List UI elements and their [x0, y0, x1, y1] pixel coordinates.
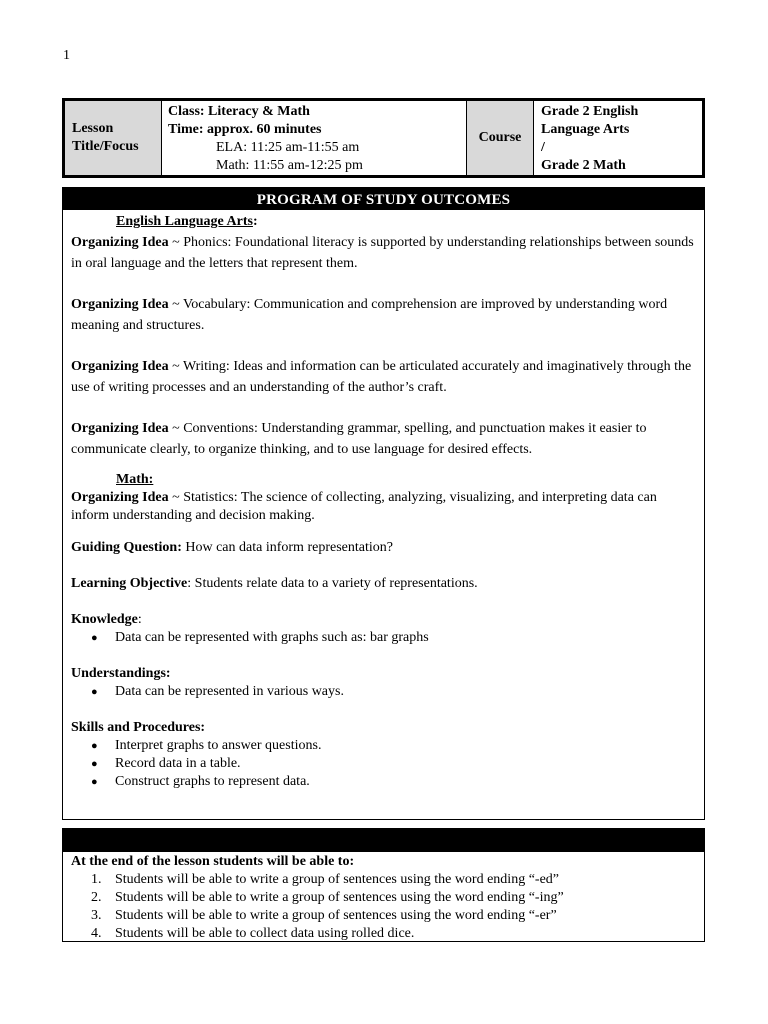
- skills-list: [71, 737, 696, 791]
- math-heading: Math:: [116, 472, 154, 487]
- time-line: Time: approx. 60 minutes: [168, 122, 322, 137]
- ela-idea-text: ~ Conventions: Understanding grammar, spelling, and punctuation makes it easier to communicate clearly, to organize thinking, and to use language for desired effects.: [71, 421, 647, 457]
- guiding-question: [71, 539, 696, 557]
- understandings-heading: Understandings:: [71, 666, 171, 681]
- list-item: [71, 907, 696, 925]
- objectives-list: [71, 871, 696, 943]
- knowledge-label: Knowledge: [71, 612, 138, 627]
- ela-heading-row: [71, 211, 696, 232]
- grade-line: Grade 2 English: [541, 104, 639, 119]
- objectives-title-bar: [63, 829, 704, 852]
- outcomes-title: PROGRAM OF STUDY OUTCOMES: [63, 188, 704, 210]
- ela-heading: English Language Arts: [116, 214, 253, 229]
- organizing-idea-label: Organizing Idea: [71, 297, 169, 312]
- list-item: ● Construct graphs to represent data.: [71, 773, 696, 791]
- grade-line: Language Arts: [541, 122, 630, 137]
- knowledge-list: [71, 629, 696, 647]
- learning-objective-label: Learning Objective: [71, 576, 188, 591]
- class-info-cell: [162, 101, 467, 175]
- knowledge-suffix: :: [137, 612, 142, 627]
- list-item: ● Interpret graphs to answer questions.: [71, 737, 696, 755]
- ela-idea-text: ~ Writing: Ideas and information can be articulated accurately and imaginatively through the use of writing processes and an understanding of the author’s craft.: [71, 359, 692, 395]
- learning-objective: [71, 575, 696, 593]
- ela-heading-suffix: :: [252, 214, 258, 229]
- skills-heading: Skills and Procedures:: [71, 720, 206, 735]
- ela-idea-phonics: [71, 232, 696, 274]
- ela-idea-text: ~ Phonics: Foundational literacy is supported by understanding relationships between sounds in oral language and the letters that represent them.: [71, 235, 694, 271]
- item-number: 3.: [91, 908, 102, 923]
- course-label: Course: [467, 101, 534, 175]
- grade-line: Grade 2 Math: [541, 158, 626, 173]
- guiding-question-label: Guiding Question:: [71, 540, 182, 555]
- lesson-objectives-box: [62, 828, 705, 942]
- item-number: 4.: [91, 926, 102, 941]
- item-text: Students will be able to collect data using rolled dice.: [115, 926, 415, 941]
- learning-objective-text: : Students relate data to a variety of representations.: [187, 576, 478, 591]
- outcomes-content: [63, 210, 704, 791]
- list-item: [71, 889, 696, 907]
- math-time: Math: 11:55 am-12:25 pm: [216, 158, 363, 173]
- guiding-question-text: How can data inform representation?: [181, 540, 393, 555]
- objectives-intro: At the end of the lesson students will be able to:: [71, 854, 355, 869]
- list-item: [71, 871, 696, 889]
- lesson-title-label: Lesson Title/Focus: [65, 101, 162, 175]
- list-item: ● Data can be represented in various ways.: [71, 683, 696, 701]
- class-line: Class: Literacy & Math: [168, 104, 310, 119]
- objectives-content: [63, 852, 704, 944]
- page-number: 1: [63, 48, 70, 63]
- ela-idea-conventions: [71, 418, 696, 460]
- math-idea-text: ~ Statistics: The science of collecting, analyzing, visualizing, and interpreting data can inform understanding and decision making.: [71, 490, 657, 523]
- lesson-header-table: [62, 98, 705, 178]
- grade-cell: [534, 101, 702, 175]
- list-item: ● Record data in a table.: [71, 755, 696, 773]
- item-number: 2.: [91, 890, 102, 905]
- ela-idea-writing: [71, 356, 696, 398]
- organizing-idea-label: Organizing Idea: [71, 421, 169, 436]
- grade-line: /: [541, 140, 545, 155]
- ela-time: ELA: 11:25 am-11:55 am: [216, 140, 360, 155]
- organizing-idea-label: Organizing Idea: [71, 490, 169, 505]
- ela-idea-text: ~ Vocabulary: Communication and comprehension are improved by understanding word meaning and structures.: [71, 297, 668, 333]
- understandings-list: [71, 683, 696, 701]
- knowledge-heading: [71, 611, 696, 629]
- organizing-idea-label: Organizing Idea: [71, 235, 169, 250]
- item-text: Students will be able to write a group of sentences using the word ending “-ed”: [115, 872, 559, 887]
- item-number: 1.: [91, 872, 102, 887]
- ela-idea-vocabulary: [71, 294, 696, 336]
- list-item: ● Data can be represented with graphs such as: bar graphs: [71, 629, 696, 647]
- item-text: Students will be able to write a group of sentences using the word ending “-ing”: [115, 890, 564, 905]
- item-text: Students will be able to write a group of sentences using the word ending “-er”: [115, 908, 557, 923]
- program-outcomes-box: [62, 187, 705, 820]
- organizing-idea-label: Organizing Idea: [71, 359, 169, 374]
- list-item: [71, 925, 696, 943]
- math-idea-statistics: [71, 489, 696, 525]
